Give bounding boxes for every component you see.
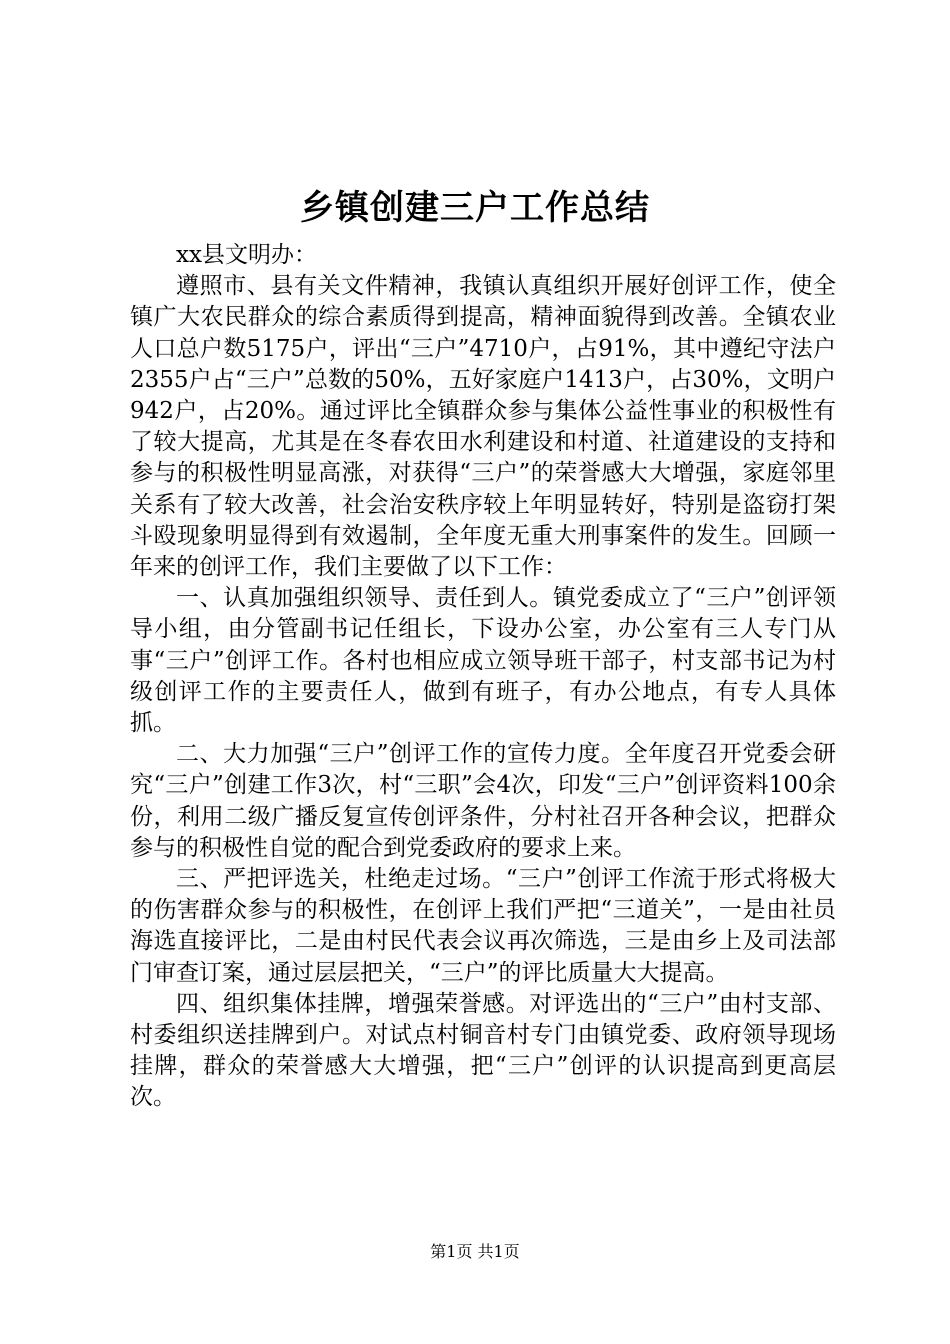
document-title: 乡镇创建三户工作总结 [300, 188, 650, 228]
paragraph-item-1: 一、认真加强组织领导、责任到人。镇党委成立了“三户”创评领导小组，由分管副书记任组长，下设办公室，办公室有三人专门从事“三户”创评工作。各村也相应成立领导班干部子，村支部书记为村级创评工作的主要责任人，做到有班子，有办公地点，有专人具体抓。 [130, 585, 836, 737]
page-number-footer: 第1页 共1页 [430, 1242, 520, 1261]
paragraph-item-2: 二、大力加强“三户”创评工作的宣传力度。全年度召开党委会研究“三户”创建工作3次，村“三职”会4次，印发“三户”创评资料100余份，利用二级广播反复宣传创评条件，分村社召开各种会议，把群众参与的积极性自觉的配合到党委政府的要求上来。 [130, 741, 836, 861]
document-body [130, 240, 836, 1114]
paragraph-intro: 遵照市、县有关文件精神，我镇认真组织开展好创评工作，使全镇广大农民群众的综合素质得到提高，精神面貌得到改善。全镇农业人口总户数5175户，评出“三户”4710户，占91%，其中遵纪守法户2355户占“三户”总数的50%，五好家庭户1413户，占30%，文明户942户，占20%。通过评比全镇群众参与集体公益性事业的积极性有了较大提高，尤其是在冬春农田水利建设和村道、社道建设的支持和参与的积极性明显高涨，对获得“三户”的荣誉感大大增强，家庭邻里关系有了较大改善，社会治安秩序较上年明显转好，特别是盗窃打架斗殴现象明显得到有效遏制，全年度无重大刑事案件的发生。回顾一年来的创评工作，我们主要做了以下工作： [130, 273, 836, 581]
salutation: xx县文明办： [176, 242, 317, 268]
paragraph-item-3: 三、严把评选关，杜绝走过场。“三户”创评工作流于形式将极大的伤害群众参与的积极性，在创评上我们严把“三道关”，一是由社员海选直接评比，二是由村民代表会议再次筛选，三是由乡上及司法部门审查订案，通过层层把关，“三户”的评比质量大大提高。 [130, 866, 836, 986]
paragraph-item-4: 四、组织集体挂牌，增强荣誉感。对评选出的“三户”由村支部、村委组织送挂牌到户。对试点村铜音村专门由镇党委、政府领导现场挂牌，群众的荣誉感大大增强，把“三户”创评的认识提高到更高层次。 [130, 990, 836, 1111]
